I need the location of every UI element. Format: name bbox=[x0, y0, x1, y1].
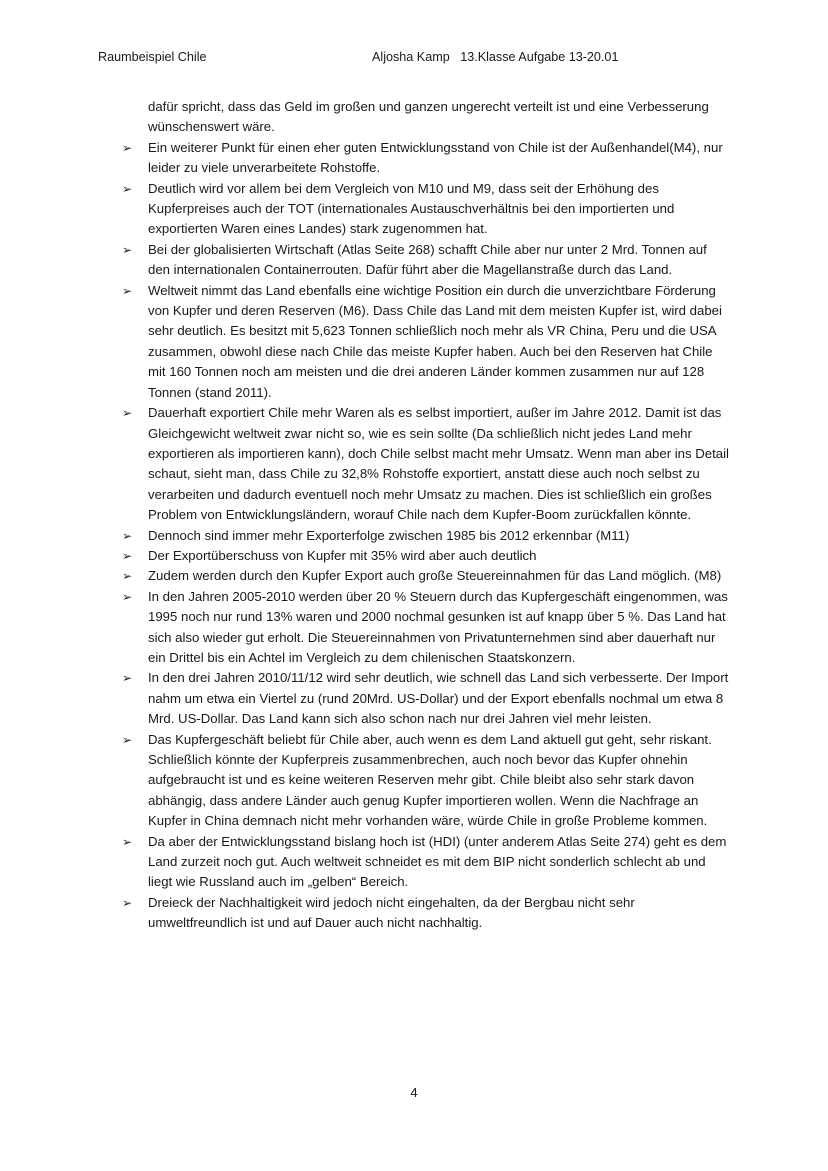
list-item-text: Weltweit nimmt das Land ebenfalls eine wichtige Position ein durch die unverzichtbare Förderung von Kupfer und deren Reserven (M6). Dass Chile das Land mit dem meisten Kupfer ist, wird dabei sehr deutlich. Es besitzt mit 5,623 Tonnen schließlich noch mehr als VR China, Peru und die USA zusammen, obwohl diese nach Chile das meiste Kupfer haben. Auch bei den Reserven hat Chile mit 160 Tonnen noch am meisten und die drei anderen Länder kommen zusammen nur auf 128 Tonnen (stand 2011). bbox=[148, 282, 722, 400]
list-item bbox=[122, 893, 732, 934]
list-item bbox=[122, 587, 732, 669]
list-item-text: Ein weiterer Punkt für einen eher guten Entwicklungsstand von Chile ist der Außenhandel(M4), nur leider zu viele unverarbeitete Rohstoffe. bbox=[148, 139, 723, 176]
list-item-text: Dreieck der Nachhaltigkeit wird jedoch nicht eingehalten, da der Bergbau nicht sehr umweltfreundlich ist und auf Dauer auch nicht nachhaltig. bbox=[148, 894, 635, 931]
list-item bbox=[122, 138, 732, 179]
list-item bbox=[122, 832, 732, 893]
header-title: Raumbeispiel Chile bbox=[98, 50, 207, 64]
list-item bbox=[122, 546, 732, 566]
list-item bbox=[122, 566, 732, 586]
list-item-text: Zudem werden durch den Kupfer Export auch große Steuereinnahmen für das Land möglich. (M8) bbox=[148, 568, 722, 584]
list-item-text: Das Kupfergeschäft beliebt für Chile aber, auch wenn es dem Land aktuell gut geht, sehr riskant. Schließlich könnte der Kupferpreis zusammenbrechen, auch noch bevor das Kupfer ohnehin aufgebraucht ist und es keine weiteren Reserven mehr gibt. Chile bleibt also sehr stark davon abhängig, dass andere Länder auch genug Kupfer importieren wollen. Wenn die Nachfrage an Kupfer in China demnach nicht mehr vorhanden wäre, würde Chile in große Probleme kommen. bbox=[148, 731, 712, 829]
list-item-text: Dennoch sind immer mehr Exporterfolge zwischen 1985 bis 2012 erkennbar (M11) bbox=[148, 527, 630, 543]
list-item bbox=[122, 179, 732, 240]
header-author-info: Aljosha Kamp 13.Klasse Aufgabe 13-20.01 bbox=[372, 50, 619, 64]
bullet-list bbox=[122, 138, 732, 934]
arrow-bullet-icon: ➢ bbox=[122, 242, 133, 257]
arrow-bullet-icon: ➢ bbox=[122, 181, 133, 196]
list-item-text: Bei der globalisierten Wirtschaft (Atlas Seite 268) schafft Chile aber nur unter 2 Mrd. Tonnen auf den internationalen Containerrouten. Dafür führt aber die Magellanstraße durch das Land. bbox=[148, 241, 707, 278]
arrow-bullet-icon: ➢ bbox=[122, 834, 133, 849]
arrow-bullet-icon: ➢ bbox=[122, 671, 133, 686]
arrow-bullet-icon: ➢ bbox=[122, 406, 133, 421]
arrow-bullet-icon: ➢ bbox=[122, 895, 133, 910]
arrow-bullet-icon: ➢ bbox=[122, 732, 133, 747]
arrow-bullet-icon: ➢ bbox=[122, 589, 133, 604]
list-item bbox=[122, 240, 732, 281]
list-item bbox=[122, 281, 732, 403]
list-item-text: Da aber der Entwicklungsstand bislang hoch ist (HDI) (unter anderem Atlas Seite 274) geht es dem Land zurzeit noch gut. Auch weltweit schneidet es mit dem BIP nicht sonderlich schlecht ab und liegt wie Russland auch im „gelben“ Bereich. bbox=[148, 833, 727, 890]
list-item bbox=[122, 403, 732, 525]
arrow-bullet-icon: ➢ bbox=[122, 528, 133, 543]
arrow-bullet-icon: ➢ bbox=[122, 140, 133, 155]
list-item bbox=[122, 668, 732, 729]
list-item-text: In den Jahren 2005-2010 werden über 20 % Steuern durch das Kupfergeschäft eingenommen, was 1995 noch nur rund 13% waren und 2000 nochmal gesunken ist auf knapp über 5 %. Das Land hat sich also wieder gut erholt. Die Steuereinnahmen von Privatunternehmen sind aber dauerhaft nur ein Drittel bis ein Achtel im Vergleich zu dem chilenischen Staatskonzern. bbox=[148, 588, 728, 665]
list-item-text: Der Exportüberschuss von Kupfer mit 35% wird aber auch deutlich bbox=[148, 547, 537, 563]
continued-paragraph: dafür spricht, dass das Geld im großen und ganzen ungerecht verteilt ist und eine Verbesserung wünschenswert wäre. bbox=[148, 99, 709, 135]
arrow-bullet-icon: ➢ bbox=[122, 548, 133, 563]
arrow-bullet-icon: ➢ bbox=[122, 569, 133, 584]
list-item bbox=[122, 526, 732, 546]
page-header bbox=[98, 50, 730, 70]
list-item bbox=[122, 730, 732, 832]
list-item-text: In den drei Jahren 2010/11/12 wird sehr deutlich, wie schnell das Land sich verbesserte. Der Import nahm um etwa ein Viertel zu (rund 20Mrd. US-Dollar) und der Export ebenfalls nochmal um etwa 8 Mrd. US-Dollar. Das Land kann sich also schon nach nur drei Jahren viel mehr leisten. bbox=[148, 670, 729, 727]
document-body bbox=[122, 97, 732, 934]
page-number: 4 bbox=[410, 1085, 418, 1100]
list-item-text: Deutlich wird vor allem bei dem Vergleich von M10 und M9, dass seit der Erhöhung des Kupferpreises auch der TOT (internationales Austauschverhältnis bei den importierten und exportierten Waren eines Landes) stark zugenommen hat. bbox=[148, 180, 675, 237]
list-item-text: Dauerhaft exportiert Chile mehr Waren als es selbst importiert, außer im Jahre 2012. Damit ist das Gleichgewicht weltweit zwar nicht so, wie es sein sollte (Da schließlich nicht jedes Land mehr exportieren als importieren kann), doch Chile selbst macht mehr Umsatz. Wenn man aber ins Detail schaut, sieht man, dass Chile zu 32,8% Rohstoffe exportiert, anstatt diese auch noch selbst zu verarbeiten und dadurch eventuell noch mehr Umsatz zu machen. Dies ist schließlich ein großes Problem von Entwicklungsländern, worauf Chile nach dem Kupfer-Boom zurückfallen könnte. bbox=[148, 405, 729, 523]
arrow-bullet-icon: ➢ bbox=[122, 283, 133, 298]
